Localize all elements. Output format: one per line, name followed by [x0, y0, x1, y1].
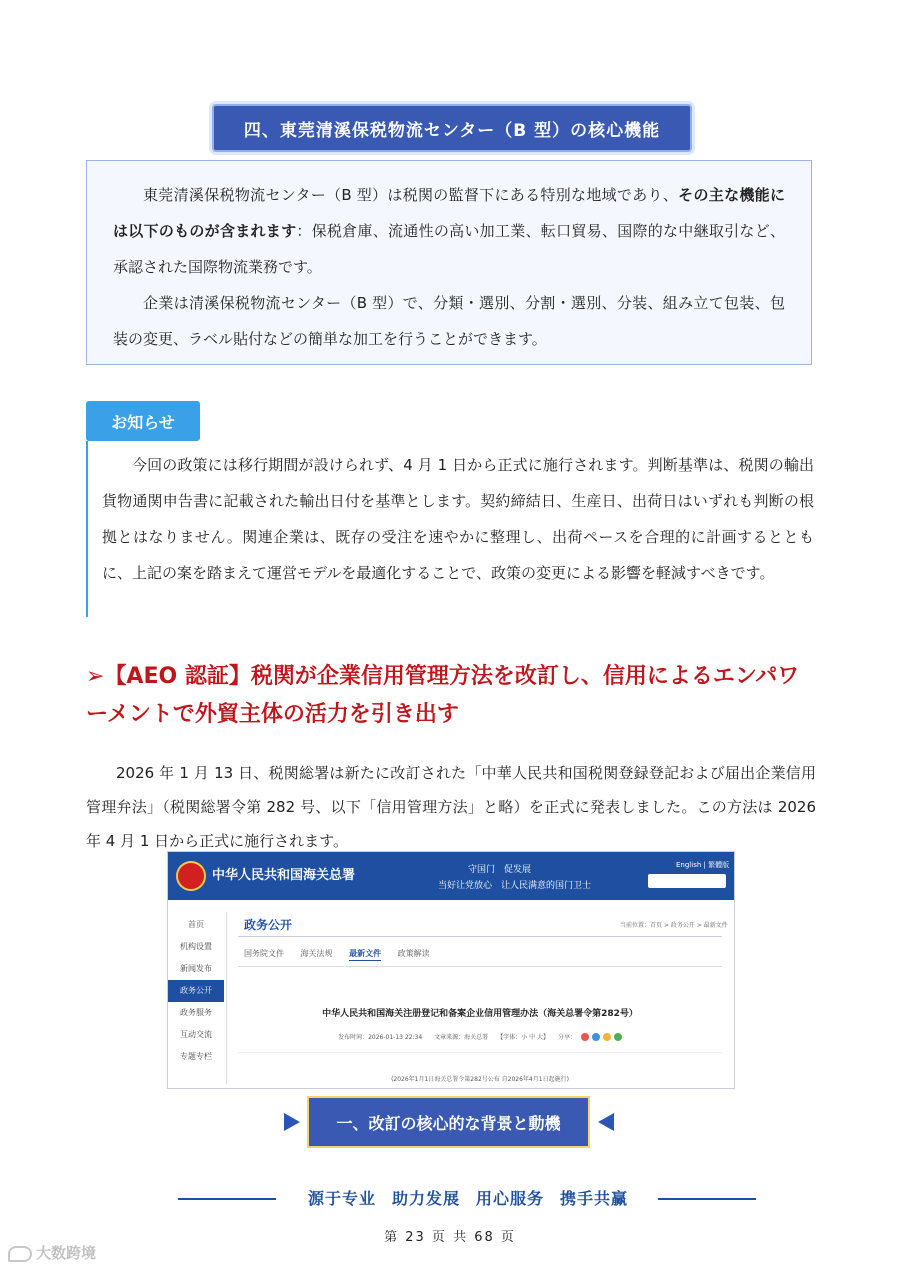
sidebar-item: 机构设置 — [180, 942, 212, 951]
notice-text: 今回の政策には移行期間が設けられず、4 月 1 日から正式に施行されます。判断基準は、税関の輸出貨物通関申告書に記載された輸出日付を基準とします。契約締結日、生産日、出荷日はいずれも判断の根拠とはなりません。関連企業は、既存の受注を速やかに整理し、出荷ペースを合理的に計画するとともに、上記の案を踏まえて運営モデルを最適化することで、政策の変更による影響を軽減すべきです。 — [102, 456, 814, 582]
notice-label: お知らせ — [86, 401, 200, 441]
share-qzone-icon — [603, 1033, 611, 1041]
tab: 海关法规 — [300, 949, 333, 958]
sidebar-item: 专题专栏 — [180, 1052, 212, 1061]
triangle-right-icon — [284, 1113, 300, 1131]
aeo-body: 2026 年 1 月 13 日、税関総署は新たに改訂された「中華人民共和国税関登録登記および届出企業信用管理弁法」（税関総署令第 282 号、以下「信用管理方法」と略）を正式に発表しました。この方法は 2026 年 4 月 1 日から正式に施行されます。 — [86, 764, 816, 850]
footer-line-left — [178, 1198, 276, 1200]
sidebar-item: 政务服务 — [180, 1008, 212, 1017]
footer-slogan: 源于专业 助力发展 用心服务 携手共赢 — [307, 1189, 629, 1208]
functions-box — [86, 160, 812, 365]
customs-website-screenshot — [167, 851, 735, 1089]
screenshot-breadcrumb: 当前位置：首页 > 政务公开 > 最新文件 — [620, 922, 728, 929]
screenshot-logo-text: 中华人民共和国海关总署 — [212, 868, 356, 883]
page-number: 第 23 页 共 68 页 — [384, 1230, 516, 1245]
tab: 国务院文件 — [244, 949, 284, 958]
divider — [238, 936, 722, 937]
sidebar-item-active: 政务公开 — [168, 980, 224, 1002]
triangle-left-icon — [598, 1113, 614, 1131]
watermark-logo: 大数跨境 — [8, 1242, 96, 1263]
functions-paragraph-2: 企業は清溪保税物流センター（B 型）で、分類・選別、分割・選別、分装、組み立て包装、包装の変更、ラベル貼付などの簡単な加工を行うことができます。 — [113, 294, 785, 348]
screenshot-header — [168, 852, 734, 900]
share-wechat-icon — [614, 1033, 622, 1041]
divider — [238, 966, 722, 967]
section-banner: 四、東莞清溪保税物流センター（B 型）の核心機能 — [212, 104, 692, 152]
screenshot-slogan-1: 守国门 促发展 — [468, 865, 532, 875]
functions-paragraph-1: 東莞清溪保税物流センター（B 型）は税関の監督下にある特別な地域であり、その主な機能には以下のものが含まれます：保税倉庫、流通性の高い加工業、転口貿易、国際的な中継取引など、承認された国際物流業務です。 — [113, 186, 785, 276]
chat-bubble-icon — [8, 1246, 32, 1262]
screenshot-language-links: English | 繁體版 — [676, 861, 730, 869]
footer-line-right — [658, 1198, 756, 1200]
national-emblem-icon — [176, 861, 206, 891]
divider — [238, 1052, 722, 1053]
aeo-heading: ➢【AEO 認証】税関が企業信用管理方法を改訂し、信用によるエンパワーメントで外貿主体の活力を引き出す — [86, 664, 800, 727]
notice-side-bar — [86, 441, 88, 617]
sidebar-item: 首页 — [188, 920, 204, 929]
sidebar-divider — [226, 912, 227, 1084]
sidebar-item: 互动交流 — [180, 1030, 212, 1039]
screenshot-tabs — [244, 948, 444, 959]
share-qq-icon — [592, 1033, 600, 1041]
tab-selected: 最新文件 — [349, 949, 381, 961]
screenshot-sidebar — [168, 914, 224, 1068]
screenshot-content-title: 政务公开 — [244, 918, 293, 932]
share-icons — [578, 1033, 622, 1043]
screenshot-doc-title: 中华人民共和国海关注册登记和备案企业信用管理办法（海关总署令第282号） — [322, 1009, 638, 1019]
screenshot-doc-note: (2026年1月1日海关总署令第282号公布 自2026年4月1日起施行) — [391, 1076, 569, 1083]
screenshot-search-input — [648, 874, 726, 888]
tab: 政策解读 — [397, 949, 430, 958]
screenshot-doc-meta: 发布时间：2026-01-13 22:34 文章来源：海关总署 【字体：小 中 大】 分享： — [238, 1032, 722, 1043]
sidebar-item: 新闻发布 — [180, 964, 212, 973]
section-banner-2: 一、改訂の核心的な背景と動機 — [307, 1096, 590, 1148]
share-weibo-icon — [581, 1033, 589, 1041]
screenshot-slogan-2: 当好让党放心 让人民满意的国门卫士 — [438, 881, 592, 891]
